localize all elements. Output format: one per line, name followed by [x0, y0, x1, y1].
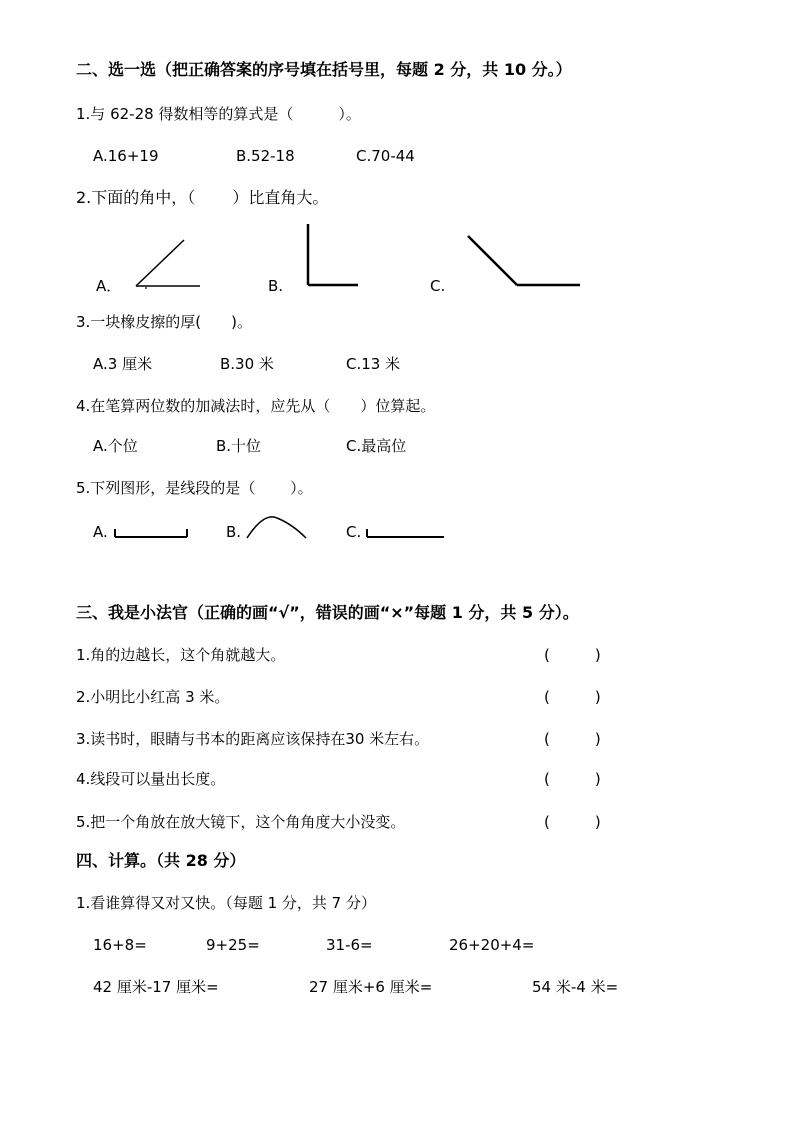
q4-option-a: A.个位 [93, 437, 138, 455]
calc-item: 42 厘米-17 厘米= [93, 978, 219, 996]
curve-figure-b [244, 512, 310, 542]
calc-item: 27 厘米+6 厘米= [309, 978, 433, 996]
q4-stem: 4.在笔算两位数的加减法时，应先从（ ）位算起。 [76, 397, 436, 415]
q3-stem: 3.一块橡皮擦的厚( )。 [76, 313, 253, 331]
calc-item: 16+8= [93, 936, 147, 954]
answer-blank-4[interactable]: ( ) [544, 770, 601, 788]
q2-option-c: C. [430, 277, 446, 295]
judge-item-5: 5.把一个角放在放大镜下，这个角角度大小没变。 [76, 813, 406, 831]
section3-heading: 三、我是小法官（正确的画“√”，错误的画“×”每题 1 分，共 5 分）。 [76, 603, 579, 622]
calc-item: 26+20+4= [449, 936, 535, 954]
answer-blank-1[interactable]: ( ) [544, 646, 601, 664]
section4-heading: 四、计算。（共 28 分） [76, 851, 246, 870]
judge-item-3: 3.读书时，眼睛与书本的距离应该保持在30 米左右。 [76, 730, 430, 748]
calc-item: 54 米-4 米= [532, 978, 619, 996]
q3-option-b: B.30 米 [220, 355, 274, 373]
obtuse-angle-figure [460, 228, 590, 293]
answer-blank-5[interactable]: ( ) [544, 813, 601, 831]
q1-option-b: B.52-18 [236, 147, 295, 165]
judge-item-1: 1.角的边越长，这个角就越大。 [76, 646, 286, 664]
q2-option-b: B. [268, 277, 284, 295]
q1-stem: 1.与 62-28 得数相等的算式是（ ）。 [76, 105, 361, 123]
right-angle-figure [300, 218, 370, 293]
q5-option-a: A. [93, 523, 108, 541]
q2-stem: 2.下面的角中，（ ）比直角大。 [76, 188, 329, 207]
calc-instruction: 1.看谁算得又对又快。（每题 1 分，共 7 分） [76, 894, 376, 912]
answer-blank-3[interactable]: ( ) [544, 730, 601, 748]
q5-option-b: B. [226, 523, 242, 541]
answer-blank-2[interactable]: ( ) [544, 688, 601, 706]
calc-item: 31-6= [326, 936, 373, 954]
q2-option-a: A． [96, 277, 122, 295]
ray-figure-c [364, 526, 449, 542]
q5-stem: 5.下列图形，是线段的是（ ）。 [76, 479, 313, 497]
acute-angle-figure [130, 232, 210, 292]
judge-item-4: 4.线段可以量出长度。 [76, 770, 226, 788]
calc-item: 9+25= [206, 936, 260, 954]
judge-item-2: 2.小明比小红高 3 米。 [76, 688, 230, 706]
q4-option-b: B.十位 [216, 437, 262, 455]
q5-option-c: C. [346, 523, 362, 541]
segment-figure-a [112, 526, 192, 542]
q1-option-c: C.70-44 [356, 147, 415, 165]
section2-heading: 二、选一选（把正确答案的序号填在括号里，每题 2 分，共 10 分。） [76, 60, 572, 79]
q4-option-c: C.最高位 [346, 437, 407, 455]
q3-option-c: C.13 米 [346, 355, 401, 373]
q1-option-a: A.16+19 [93, 147, 159, 165]
q3-option-a: A.3 厘米 [93, 355, 153, 373]
